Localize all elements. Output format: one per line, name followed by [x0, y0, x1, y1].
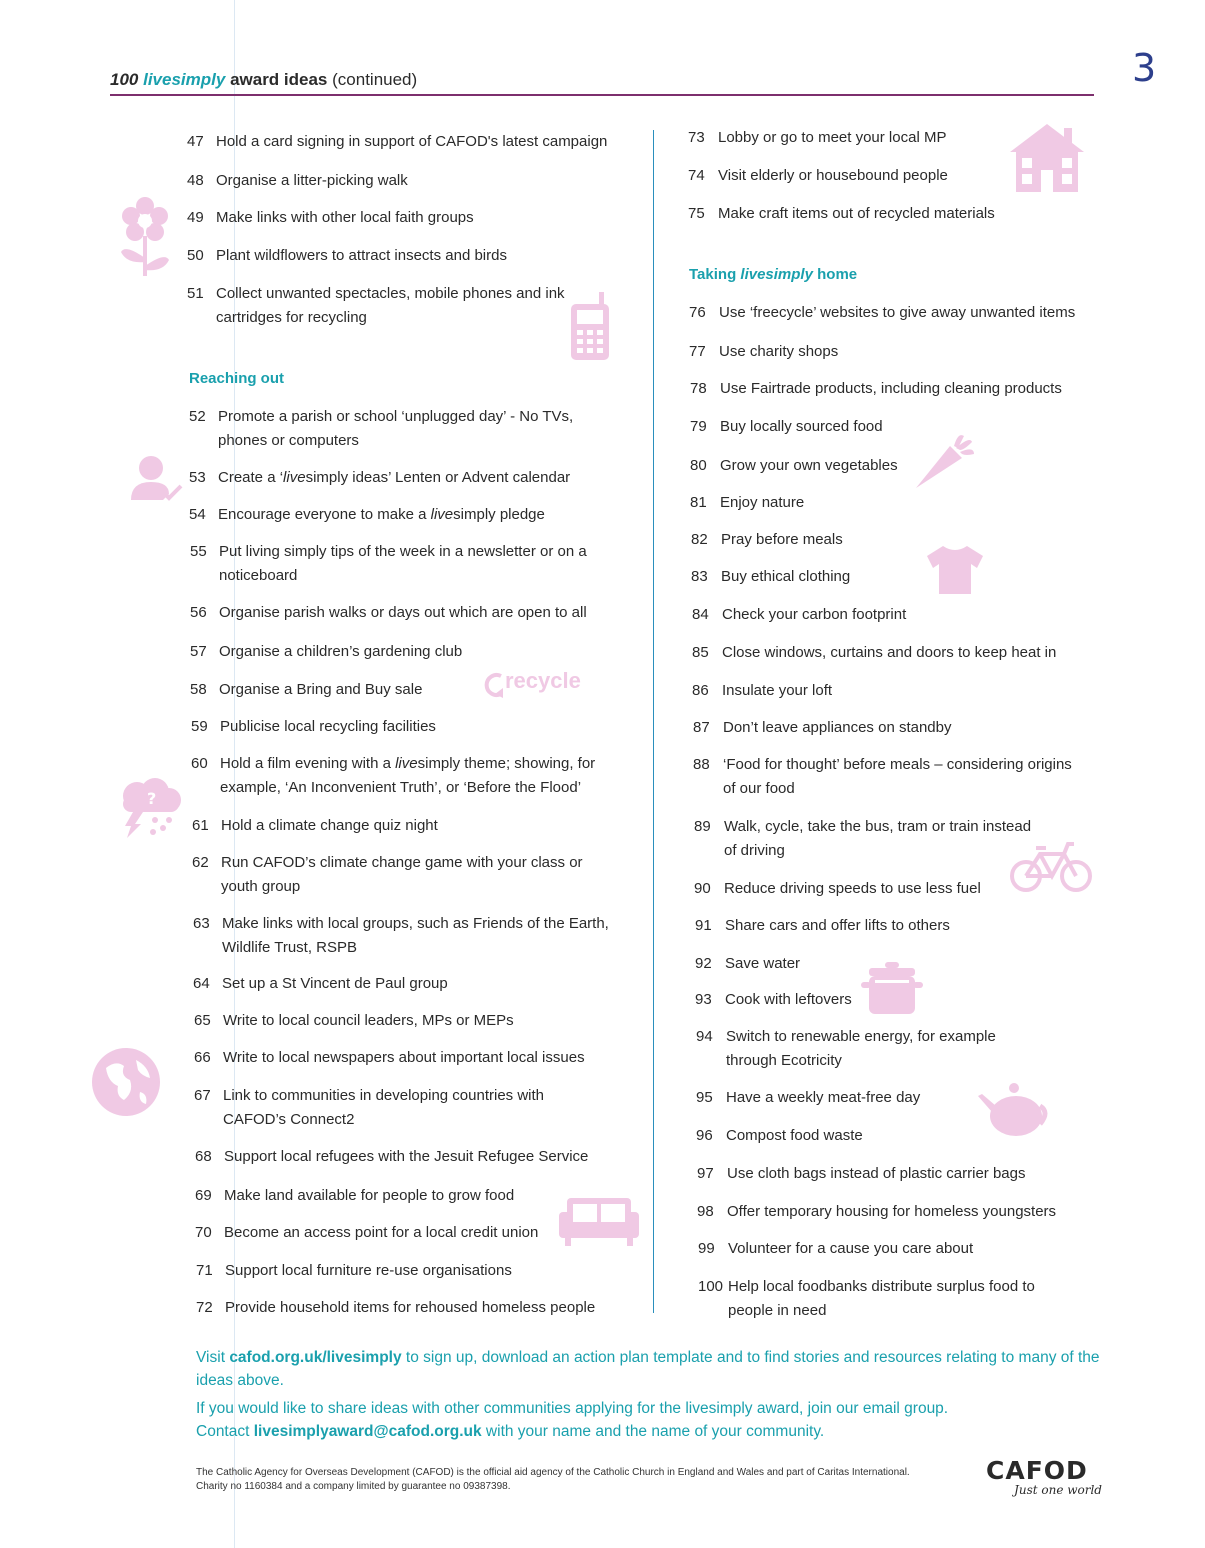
storm-cloud-icon	[115, 776, 183, 838]
list-item-64: 64 Set up a St Vincent de Paul group	[193, 975, 448, 992]
list-item-82: 82 Pray before meals	[691, 531, 843, 548]
header-brand: livesimply	[143, 70, 226, 89]
list-item-86: 86 Insulate your loft	[692, 682, 833, 699]
list-item-66: 66 Write to local newspapers about important local issues	[194, 1049, 585, 1066]
page-header	[110, 70, 417, 90]
sofa-icon	[559, 1196, 639, 1248]
list-item-90: 90 Reduce driving speeds to use less fuel	[694, 880, 981, 897]
list-item-89: 89 Walk, cycle, take the bus, tram or train instead of driving	[694, 818, 1032, 859]
list-item-60: 60 Hold a film evening with a livesimply theme; showing, for example, ‘An Inconvenient Truth’, or ‘Before the Flood’	[191, 755, 596, 796]
list-item-58: 58 Organise a Bring and Buy sale	[190, 681, 423, 698]
list-item-81: 81 Enjoy nature	[690, 494, 805, 511]
list-item-54: 54 Encourage everyone to make a livesimply pledge	[189, 506, 545, 523]
list-item-51: 51 Collect unwanted spectacles, mobile phones and ink cartridges for recycling	[187, 285, 565, 326]
flower-icon	[117, 196, 173, 278]
list-item-71: 71 Support local furniture re-use organisations	[196, 1262, 512, 1279]
recycle-label: recycle	[505, 668, 581, 693]
list-item-55: 55 Put living simply tips of the week in a newsletter or on a noticeboard	[190, 543, 587, 584]
list-item-79: 79 Buy locally sourced food	[690, 418, 883, 435]
list-item-67: 67 Link to communities in developing countries with CAFOD’s Connect2	[194, 1087, 544, 1128]
list-item-78: 78 Use Fairtrade products, including cleaning products	[690, 380, 1062, 397]
column-divider	[653, 130, 654, 1313]
list-item-88: 88 ‘Food for thought’ before meals – considering origins of our food	[693, 756, 1072, 797]
list-item-57: 57 Organise a children’s gardening club	[190, 643, 463, 660]
list-item-72: 72 Provide household items for rehoused homeless people	[196, 1299, 596, 1316]
list-item-100: 100 Help local foodbanks distribute surplus food to people in need	[698, 1278, 1035, 1319]
footer-contact-paragraph: If you would like to share ideas with other communities applying for the livesimply award, join our email group. Contact livesimplyaward@cafod.org.uk with your name and the name of your community.	[196, 1400, 949, 1440]
header-suffix: (continued)	[332, 70, 418, 89]
list-item-75: 75 Make craft items out of recycled materials	[688, 205, 995, 222]
person-check-icon	[129, 454, 183, 502]
list-item-56: 56 Organise parish walks or days out which are open to all	[190, 604, 587, 621]
section-reaching-out: Reaching out	[189, 370, 285, 387]
list-item-52: 52 Promote a parish or school ‘unplugged day’ - No TVs, phones or computers	[189, 408, 574, 449]
t-shirt-icon	[927, 546, 983, 594]
list-item-99: 99 Volunteer for a cause you care about	[698, 1240, 974, 1257]
list-item-98: 98 Offer temporary housing for homeless youngsters	[697, 1203, 1057, 1220]
teapot-icon	[978, 1082, 1050, 1138]
bicycle-icon	[1010, 842, 1092, 894]
livesimply-link[interactable]: cafod.org.uk/livesimply	[229, 1349, 402, 1366]
cafod-logo	[986, 1456, 1102, 1497]
list-item-91: 91 Share cars and offer lifts to others	[695, 917, 950, 934]
list-item-68: 68 Support local refugees with the Jesuit Refugee Service	[195, 1148, 589, 1165]
list-item-49: 49 Make links with other local faith groups	[187, 209, 474, 226]
list-item-65: 65 Write to local council leaders, MPs or MEPs	[194, 1012, 514, 1029]
list-item-50: 50 Plant wildflowers to attract insects and birds	[187, 247, 507, 264]
list-item-73: 73 Lobby or go to meet your local MP	[688, 129, 947, 146]
page-number: 3	[1132, 46, 1157, 90]
list-item-74: 74 Visit elderly or housebound people	[688, 167, 948, 184]
carrot-icon	[912, 432, 976, 492]
list-item-70: 70 Become an access point for a local credit union	[195, 1224, 539, 1241]
list-item-47: 47 Hold a card signing in support of CAFOD's latest campaign	[187, 133, 608, 150]
list-item-92: 92 Save water	[695, 955, 801, 972]
list-item-84: 84 Check your carbon footprint	[692, 606, 907, 623]
list-item-63: 63 Make links with local groups, such as Friends of the Earth, Wildlife Trust, RSPB	[193, 915, 609, 956]
list-item-77: 77 Use charity shops	[689, 343, 839, 360]
list-item-62: 62 Run CAFOD’s climate change game with your class or youth group	[192, 854, 583, 895]
header-title: award ideas	[230, 70, 328, 89]
cafod-logo-name: CAFOD	[986, 1456, 1088, 1485]
list-item-83: 83 Buy ethical clothing	[691, 568, 851, 585]
header-number: 100	[110, 70, 139, 89]
list-item-80: 80 Grow your own vegetables	[690, 457, 898, 474]
list-item-76: 76 Use ‘freecycle’ websites to give away unwanted items	[689, 304, 1076, 321]
list-item-61: 61 Hold a climate change quiz night	[192, 817, 438, 834]
list-item-93: 93 Cook with leftovers	[695, 991, 852, 1008]
list-item-95: 95 Have a weekly meat-free day	[696, 1089, 921, 1106]
list-item-97: 97 Use cloth bags instead of plastic carrier bags	[697, 1165, 1026, 1182]
list-item-94: 94 Switch to renewable energy, for example through Ecotricity	[696, 1028, 996, 1069]
list-item-59: 59 Publicise local recycling facilities	[191, 718, 436, 735]
legal-notice: The Catholic Agency for Overseas Development (CAFOD) is the official aid agency of the Catholic Church in England and Wales and part of Caritas International. Charity no 1160384 and a company limited by guarantee no 09387398.	[196, 1467, 910, 1492]
list-item-48: 48 Organise a litter-picking walk	[187, 172, 408, 189]
footer-visit-paragraph: Visit cafod.org.uk/livesimply to sign up, download an action plan template and to find stories and resources relating to many of the ideas above.	[196, 1349, 1100, 1389]
list-item-96: 96 Compost food waste	[696, 1127, 863, 1144]
house-icon	[1008, 122, 1086, 194]
globe-icon	[90, 1046, 162, 1118]
section-taking-livesimply-home: Taking livesimply home	[689, 266, 858, 283]
list-item-69: 69 Make land available for people to grow food	[195, 1187, 515, 1204]
header-rule	[110, 94, 1094, 96]
mobile-phone-icon	[571, 292, 611, 362]
list-item-87: 87 Don’t leave appliances on standby	[693, 719, 952, 736]
list-item-53: 53 Create a ‘livesimply ideas’ Lenten or Advent calendar	[189, 469, 571, 486]
cafod-logo-tagline: Just one world	[1014, 1483, 1102, 1497]
contact-email-link[interactable]: livesimplyaward@cafod.org.uk	[253, 1423, 482, 1440]
cooking-pot-icon	[861, 962, 923, 1016]
list-item-85: 85 Close windows, curtains and doors to keep heat in	[692, 644, 1057, 661]
svg-text:?: ?	[147, 789, 157, 808]
